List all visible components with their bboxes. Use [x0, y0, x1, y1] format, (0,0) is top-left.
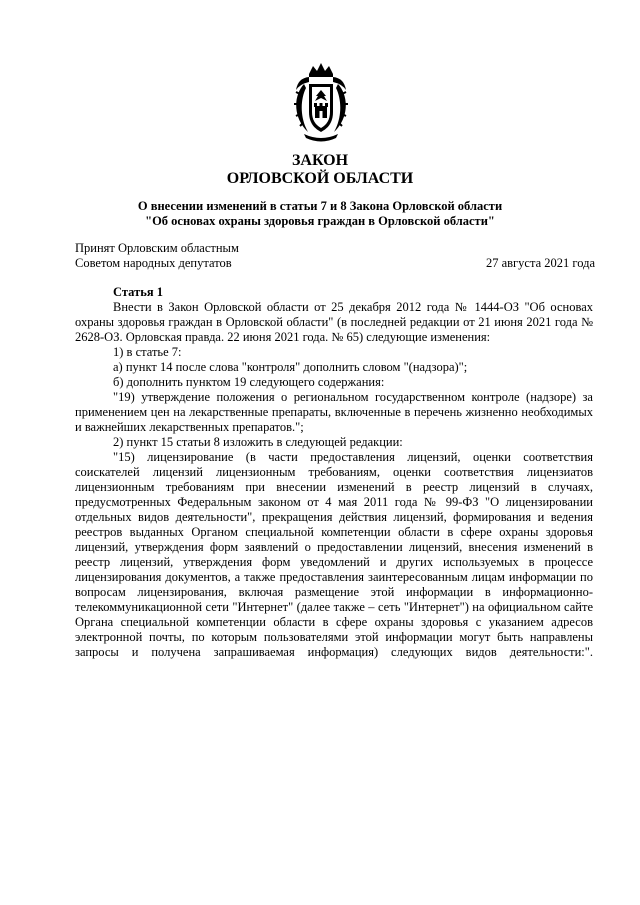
adoption-line: Принят Орловским областным — [75, 241, 239, 255]
law-subject-line: "Об основах охраны здоровья граждан в Орловской области" — [145, 214, 495, 228]
adoption-block — [75, 241, 595, 271]
law-subject-line: О внесении изменений в статьи 7 и 8 Закона Орловской области — [137, 199, 503, 213]
adoption-date: 27 августа 2021 года — [485, 256, 595, 270]
paragraph: а) пункт 14 после слова "контроля" дополнить словом "(надзора)"; — [113, 360, 468, 374]
article-body — [75, 300, 593, 660]
region-title: ОРЛОВСКОЙ ОБЛАСТИ — [226, 170, 414, 187]
law-subject — [100, 199, 540, 229]
paragraph: 1) в статье 7: — [113, 345, 182, 359]
paragraph: б) дополнить пунктом 19 следующего содержания: — [113, 375, 385, 389]
paragraph: "15) лицензирование (в части предоставления лицензий, оценки соответствия соискателей лицензий лицензионным требованиям, оценки соответствия лицензиатов лицензионным требованиям при внесении изменений в реестр лицензий в случаях, предусмотренных Федеральным законом от 4 мая 2011 года № 99-ФЗ "О лицензировании отдельных видов деятельности", прекращения действия лицензий, формирования и ведения реестров выданных Органом специальной компетенции области в сфере охраны здоровья лицензий, утверждения форм заявлений о предоставлении лицензий, внесения изменений в реестр лицензий, утверждения форм уведомлений и других используемых в процессе лицензирования документов, а также предоставления заинтересованным лицам информации по вопросам лицензирования, включая размещение этой информации в информационно-телекоммуникационной сети "Интернет" (далее также – сеть "Интернет") на официальном сайте Органа специальной компетенции области в сфере охраны здоровья с указанием адресов электронной почты, по которым пользователями этой информации могут быть направлены запросы и получена запрашиваемая информация) следующих видов деятельности:". — [75, 450, 593, 659]
law-title: ЗАКОН — [291, 152, 349, 169]
article-heading: Статья 1 — [113, 285, 163, 299]
paragraph: Внести в Закон Орловской области от 25 декабря 2012 года № 1444-ОЗ "Об основах охраны здоровья граждан в Орловской области" (в последней редакции от 21 июня 2021 года № 2628-ОЗ. Орловская правда. 22 июня 2021 года. № 65) следующие изменения: — [75, 300, 593, 344]
adoption-line: Советом народных депутатов — [75, 256, 232, 270]
paragraph: 2) пункт 15 статьи 8 изложить в следующей редакции: — [113, 435, 403, 449]
coat-of-arms-icon — [290, 60, 352, 146]
paragraph: "19) утверждение положения о региональном государственном контроле (надзоре) за применением цен на лекарственные препараты, включенные в перечень жизненно необходимых и важнейших лекарственных препаратов."; — [75, 390, 593, 434]
